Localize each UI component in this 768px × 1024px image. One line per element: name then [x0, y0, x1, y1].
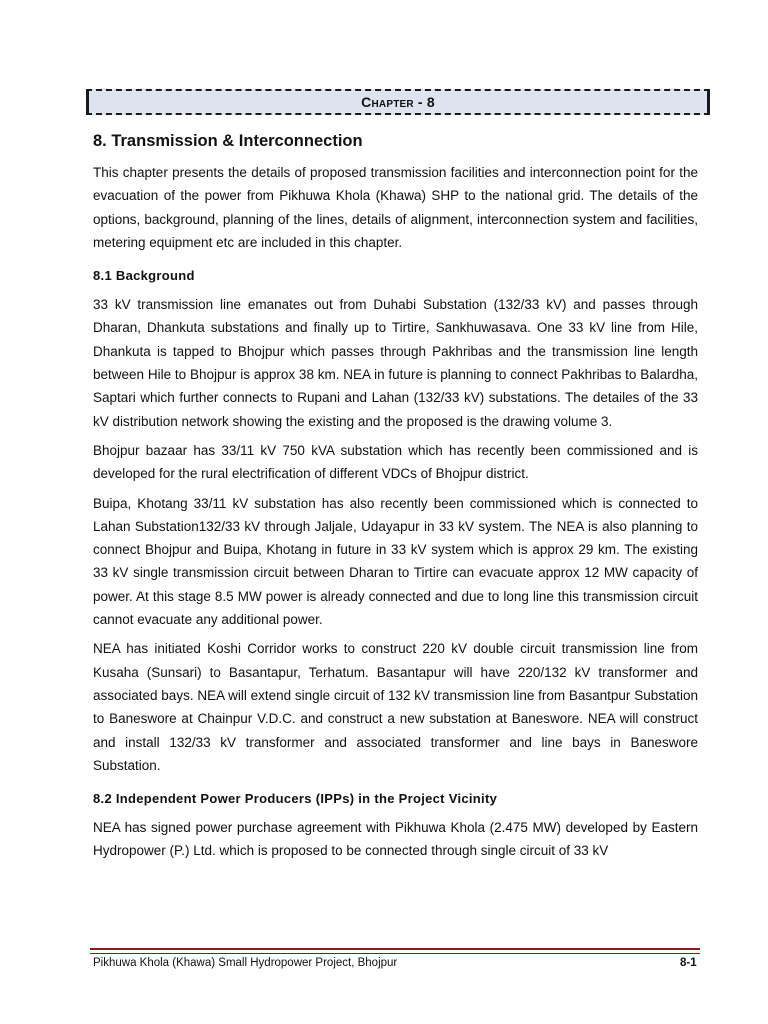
- section-heading-background: 8.1 Background: [93, 268, 195, 284]
- footer-project-title: Pikhuwa Khola (Khawa) Small Hydropower Project, Bhojpur: [93, 957, 398, 969]
- paragraph: Buipa, Khotang 33/11 kV substation has also recently been commissioned which is connected to Lahan Substation132/33 kV through Jaljale, Udayapur in 33 kV system. The NEA is also planning to connect Bhojpur and Buipa, Khotang in future in 33 kV system which is approx 29 km. The existing 33 kV single transmission circuit between Dharan to Tirtire can evacuate approx 12 MW capacity of power. At this stage 8.5 MW power is already connected and due to long line this transmission circuit cannot evacuate any additional power.: [93, 495, 698, 628]
- paragraph: 33 kV transmission line emanates out from Duhabi Substation (132/33 kV) and passes through Dharan, Dhankuta substations and finally up to Tirtire, Sankhuwasava. One 33 kV line from Hile, Dhankuta is tapped to Bhojpur which passes through Pakhribas and the transmission line length between Hile to Bhojpur is approx 38 km. NEA in future is planning to connect Pakhribas to Balardha, Saptari which further connects to Rupani and Lahan (132/33 kV) substations. The detailes of the 33 kV distribution network showing the existing and the proposed is the drawing volume 3.: [93, 297, 698, 429]
- intro-paragraph: This chapter presents the details of proposed transmission facilities and interconnection point for the evacuation of the power from Pikhuwa Khola (Khawa) SHP to the national grid. The details of the options, background, planning of the lines, details of alignment, interconnection system and facilities, metering equipment etc are included in this chapter.: [93, 165, 698, 250]
- document-body: [93, 132, 698, 869]
- page-number: 8-1: [680, 957, 697, 969]
- chapter-label: Chapter - 8: [361, 94, 435, 110]
- footer-divider: [90, 948, 700, 954]
- paragraph: Bhojpur bazaar has 33/11 kV 750 kVA substation which has recently been commissioned and is developed for the rural electrification of different VDCs of Bhojpur district.: [93, 442, 698, 482]
- section-heading-ipps: 8.2 Independent Power Producers (IPPs) in the Project Vicinity: [93, 791, 498, 807]
- chapter-heading: 8. Transmission & Interconnection: [93, 132, 363, 150]
- chapter-banner: [86, 89, 710, 115]
- paragraph: NEA has signed power purchase agreement with Pikhuwa Khola (2.475 MW) developed by Eastern Hydropower (P.) Ltd. which is proposed to be connected through single circuit of 33 kV: [93, 820, 698, 859]
- paragraph: NEA has initiated Koshi Corridor works to construct 220 kV double circuit transmission line from Kusaha (Sunsari) to Basantapur, Terhatum. Basantapur will have 220/132 kV transformer and associated bays. NEA will extend single circuit of 132 kV transmission line from Basantpur Substation to Baneswore at Chainpur V.D.C. and construct a new substation at Baneswore. NEA will construct and install 132/33 kV transformer and associated transformer and line bays in Baneswore Substation.: [93, 641, 698, 773]
